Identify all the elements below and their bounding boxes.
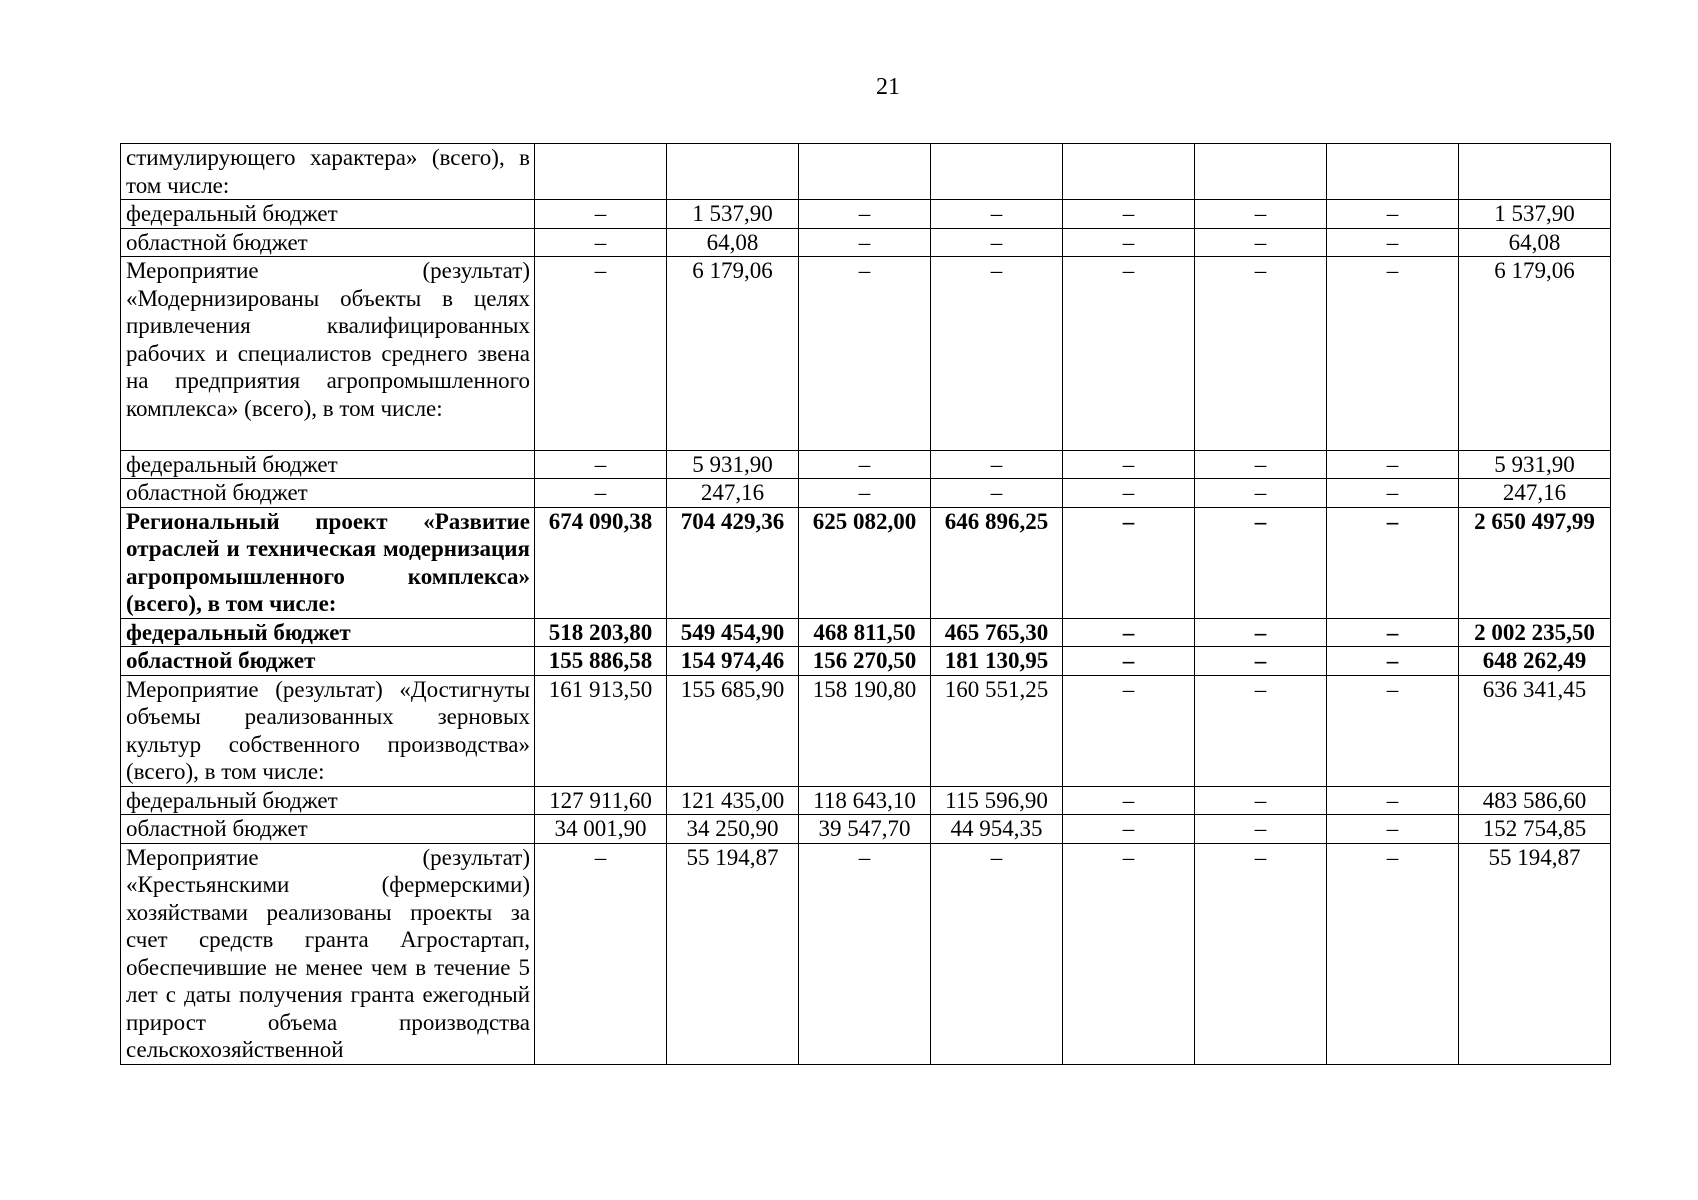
value-cell: 115 596,90: [931, 786, 1063, 815]
value-cell: 704 429,36: [667, 507, 799, 618]
row-label: областной бюджет: [121, 479, 535, 508]
value-cell: –: [1327, 647, 1459, 676]
value-cell: 55 194,87: [1459, 843, 1611, 1064]
value-cell: –: [1195, 257, 1327, 451]
value-cell: 2 650 497,99: [1459, 507, 1611, 618]
value-cell: 247,16: [1459, 479, 1611, 508]
value-cell: 1 537,90: [1459, 200, 1611, 229]
value-cell: 247,16: [667, 479, 799, 508]
value-cell: 636 341,45: [1459, 675, 1611, 786]
value-cell: 5 931,90: [1459, 450, 1611, 479]
value-cell: 468 811,50: [799, 618, 931, 647]
value-cell: –: [1063, 479, 1195, 508]
table-row: [121, 815, 1611, 844]
row-label: федеральный бюджет: [121, 200, 535, 229]
row-label: Мероприятие (результат) «Достигнуты объемы реализованных зерновых культур собственного производства» (всего), в том числе:: [121, 675, 535, 786]
value-cell: –: [799, 200, 931, 229]
value-cell: 158 190,80: [799, 675, 931, 786]
value-cell: –: [1195, 618, 1327, 647]
value-cell: –: [1327, 843, 1459, 1064]
value-cell: –: [1327, 618, 1459, 647]
value-cell: 646 896,25: [931, 507, 1063, 618]
value-cell: –: [931, 257, 1063, 451]
table-row: [121, 786, 1611, 815]
value-cell: 118 643,10: [799, 786, 931, 815]
value-cell: –: [1195, 450, 1327, 479]
value-cell: –: [1195, 647, 1327, 676]
table-row: [121, 257, 1611, 451]
value-cell: 549 454,90: [667, 618, 799, 647]
value-cell: 121 435,00: [667, 786, 799, 815]
table-row: [121, 228, 1611, 257]
value-cell: –: [1063, 786, 1195, 815]
value-cell: –: [1063, 450, 1195, 479]
value-cell: 34 001,90: [535, 815, 667, 844]
value-cell: –: [1063, 228, 1195, 257]
table-row: [121, 647, 1611, 676]
value-cell: –: [1195, 228, 1327, 257]
value-cell: 64,08: [1459, 228, 1611, 257]
value-cell: –: [799, 843, 931, 1064]
value-cell: –: [1327, 815, 1459, 844]
value-cell: 1 537,90: [667, 200, 799, 229]
value-cell: –: [799, 228, 931, 257]
value-cell: –: [931, 200, 1063, 229]
value-cell: 5 931,90: [667, 450, 799, 479]
row-label: федеральный бюджет: [121, 786, 535, 815]
row-label: Региональный проект «Развитие отраслей и техническая модернизация агропромышленного комплекса» (всего), в том числе:: [121, 507, 535, 618]
value-cell: 674 090,38: [535, 507, 667, 618]
value-cell: –: [931, 228, 1063, 257]
table-row: [121, 507, 1611, 618]
value-cell: [931, 144, 1063, 200]
table-row: [121, 479, 1611, 508]
value-cell: –: [1327, 228, 1459, 257]
value-cell: –: [1063, 257, 1195, 451]
value-cell: –: [1063, 618, 1195, 647]
value-cell: 2 002 235,50: [1459, 618, 1611, 647]
value-cell: 44 954,35: [931, 815, 1063, 844]
row-label: областной бюджет: [121, 228, 535, 257]
row-label: стимулирующего характера» (всего), в том числе:: [121, 144, 535, 200]
value-cell: 6 179,06: [667, 257, 799, 451]
value-cell: [799, 144, 931, 200]
value-cell: –: [535, 257, 667, 451]
value-cell: 34 250,90: [667, 815, 799, 844]
row-label: Мероприятие (результат) «Крестьянскими (фермерскими) хозяйствами реализованы проекты за счет средств гранта Агростартап, обеспечившие не менее чем в течение 5 лет с даты получения гранта ежегодный прирост объема производства сельскохозяйственной: [121, 843, 535, 1064]
value-cell: [1063, 144, 1195, 200]
value-cell: –: [1063, 507, 1195, 618]
value-cell: 648 262,49: [1459, 647, 1611, 676]
value-cell: 625 082,00: [799, 507, 931, 618]
value-cell: –: [1195, 675, 1327, 786]
value-cell: 465 765,30: [931, 618, 1063, 647]
value-cell: –: [535, 479, 667, 508]
value-cell: 156 270,50: [799, 647, 931, 676]
value-cell: –: [1063, 647, 1195, 676]
value-cell: –: [1195, 200, 1327, 229]
value-cell: –: [1327, 200, 1459, 229]
page-number: 21: [876, 74, 900, 100]
value-cell: –: [535, 450, 667, 479]
row-label: областной бюджет: [121, 815, 535, 844]
budget-table: [120, 143, 1611, 1065]
table-row: [121, 450, 1611, 479]
value-cell: –: [931, 479, 1063, 508]
row-label: федеральный бюджет: [121, 450, 535, 479]
value-cell: –: [1063, 843, 1195, 1064]
value-cell: [667, 144, 799, 200]
value-cell: –: [535, 843, 667, 1064]
value-cell: 55 194,87: [667, 843, 799, 1064]
value-cell: –: [1063, 675, 1195, 786]
value-cell: 155 886,58: [535, 647, 667, 676]
value-cell: [1195, 144, 1327, 200]
value-cell: –: [931, 450, 1063, 479]
value-cell: –: [535, 228, 667, 257]
value-cell: –: [1327, 675, 1459, 786]
value-cell: [535, 144, 667, 200]
value-cell: –: [1327, 507, 1459, 618]
table-row: [121, 675, 1611, 786]
value-cell: 127 911,60: [535, 786, 667, 815]
value-cell: –: [1327, 786, 1459, 815]
value-cell: 160 551,25: [931, 675, 1063, 786]
value-cell: 518 203,80: [535, 618, 667, 647]
value-cell: –: [1327, 479, 1459, 508]
value-cell: 483 586,60: [1459, 786, 1611, 815]
value-cell: –: [535, 200, 667, 229]
value-cell: 152 754,85: [1459, 815, 1611, 844]
budget-table-body: [121, 144, 1611, 1065]
value-cell: –: [799, 257, 931, 451]
value-cell: 6 179,06: [1459, 257, 1611, 451]
table-row: [121, 618, 1611, 647]
value-cell: –: [799, 479, 931, 508]
value-cell: –: [1063, 815, 1195, 844]
row-label: федеральный бюджет: [121, 618, 535, 647]
value-cell: –: [1195, 815, 1327, 844]
value-cell: –: [1327, 450, 1459, 479]
value-cell: 64,08: [667, 228, 799, 257]
value-cell: –: [1195, 507, 1327, 618]
value-cell: 39 547,70: [799, 815, 931, 844]
value-cell: 181 130,95: [931, 647, 1063, 676]
value-cell: –: [1195, 786, 1327, 815]
row-label: областной бюджет: [121, 647, 535, 676]
value-cell: –: [931, 843, 1063, 1064]
table-row: [121, 200, 1611, 229]
value-cell: 154 974,46: [667, 647, 799, 676]
value-cell: –: [799, 450, 931, 479]
row-label: Мероприятие (результат) «Модернизированы объекты в целях привлечения квалифицированных рабочих и специалистов среднего звена на предприятия агропромышленного комплекса» (всего), в том числе:: [121, 257, 535, 451]
value-cell: –: [1063, 200, 1195, 229]
value-cell: –: [1195, 479, 1327, 508]
table-row: [121, 144, 1611, 200]
value-cell: 155 685,90: [667, 675, 799, 786]
table-row: [121, 843, 1611, 1064]
value-cell: [1459, 144, 1611, 200]
value-cell: –: [1327, 257, 1459, 451]
value-cell: 161 913,50: [535, 675, 667, 786]
value-cell: [1327, 144, 1459, 200]
value-cell: –: [1195, 843, 1327, 1064]
